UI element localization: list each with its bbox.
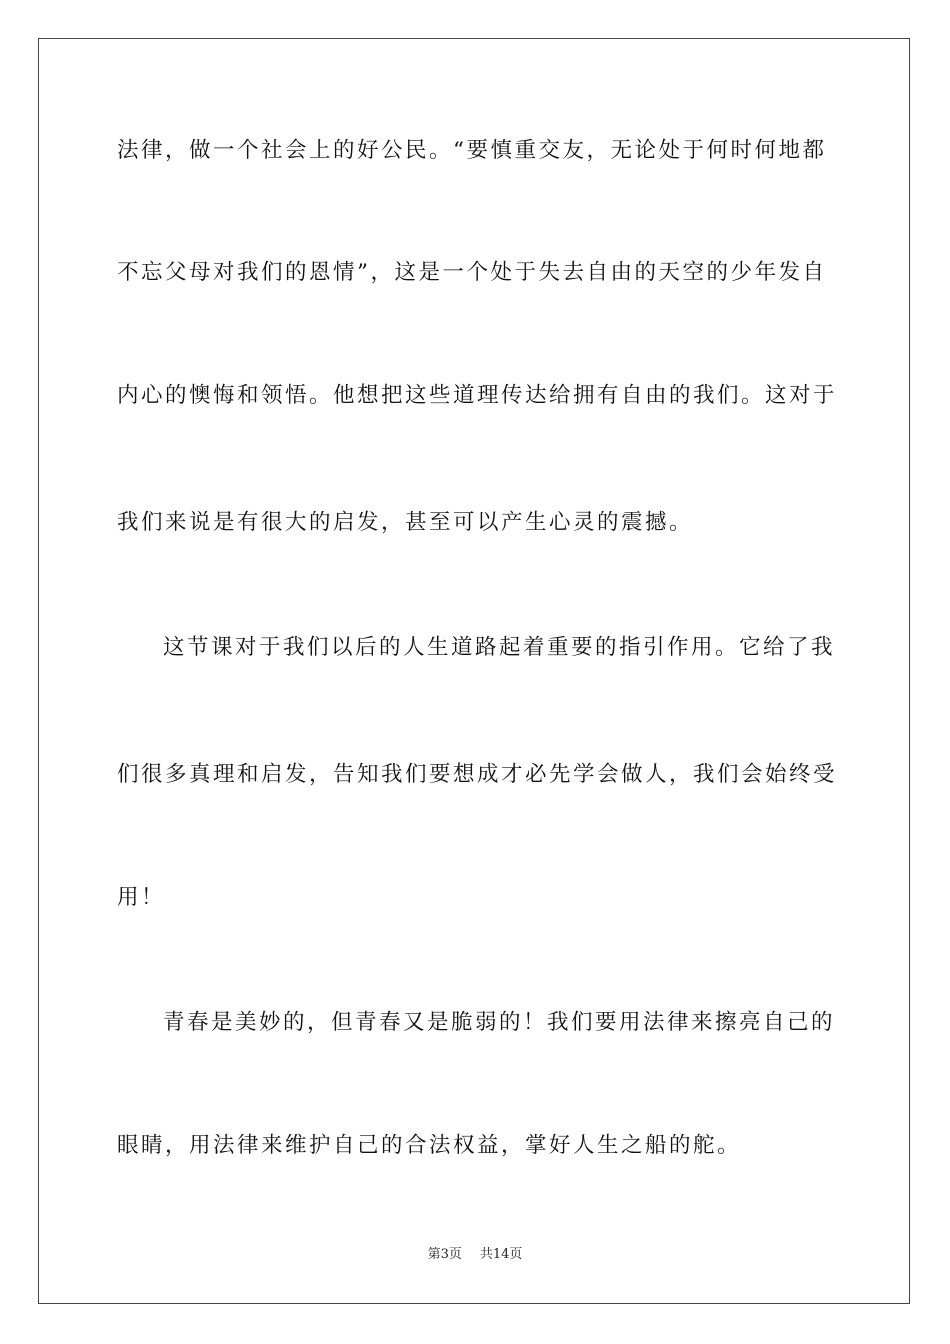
paragraph-line: 法律，做一个社会上的好公民。“要慎重交友，无论处于何时何地都 [117,138,827,163]
paragraph-line: 们很多真理和启发，告知我们要想成才必先学会做人，我们会始终受 [117,762,838,787]
paragraph-line: 青春是美妙的，但青春又是脆弱的！我们要用法律来擦亮自己的 [163,1010,836,1035]
page-border [38,38,910,1304]
page-number: 第3页 [427,1247,462,1262]
paragraph-line: 用！ [117,885,166,910]
paragraph-line: 内心的懊悔和领悟。他想把这些道理传达给拥有自由的我们。这对于 [117,383,838,408]
paragraph-line: 不忘父母对我们的恩情”，这是一个处于失去自由的天空的少年发自 [117,260,827,285]
page-total: 共14页 [479,1247,523,1262]
paragraph-line: 这节课对于我们以后的人生道路起着重要的指引作用。它给了我 [163,635,836,660]
paragraph-line: 眼睛，用法律来维护自己的合法权益，掌好人生之船的舵。 [117,1133,742,1158]
page-footer [0,1245,950,1265]
paragraph-line: 我们来说是有很大的启发，甚至可以产生心灵的震撼。 [117,510,694,535]
